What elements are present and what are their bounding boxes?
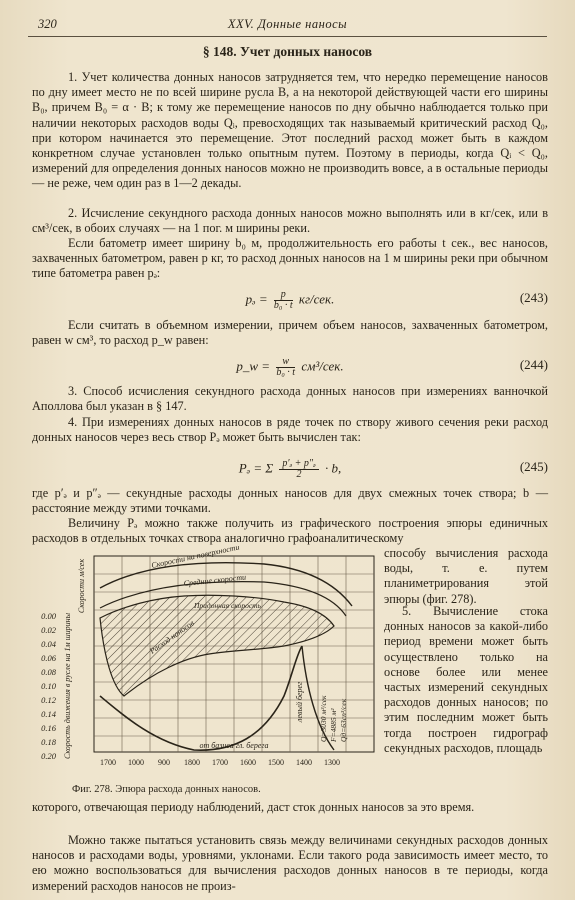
fraction-numerator: p′ₔ + p″ₔ [279, 459, 318, 470]
formula-unit: см³/сек. [301, 358, 344, 374]
formula-unit: · b, [324, 460, 342, 476]
formula-244 [32, 355, 548, 377]
x-tick: 1500 [268, 758, 284, 767]
y-tick: 0.12 [41, 695, 56, 705]
paragraph-3: Если батометр имеет ширину b₀ м, продолжительность его работы t сек., вес наносов, захваченных батометром, равен p кг, то расход донных наносов на 1 м ширины реки при обычном типе батометра равен pₔ: [32, 236, 548, 281]
paragraph-8: Величину Pₔ можно также получить из графического построения эпюры единичных расходов в отдельных точках створа аналогично графоаналитическому [32, 516, 548, 546]
y-tick: 0.00 [41, 611, 56, 621]
y-tick-labels [41, 611, 57, 761]
formula-lhs: pₔ = [245, 291, 268, 307]
x-tick: 1600 [240, 758, 256, 767]
x-tick: 1700 [100, 758, 116, 767]
paragraph-6: 4. При измерениях донных наносов в ряде точек по створу живого сечения реки расход донных наносов через весь створ Pₔ может быть вычислен так: [32, 415, 548, 445]
bottom-speed-label: Придонная скорость [194, 601, 261, 610]
figure-caption: Фиг. 278. Эпюра расхода донных наносов. [72, 784, 261, 795]
x-tick: 1400 [296, 758, 312, 767]
y-tick: 0.06 [41, 653, 56, 663]
paragraph-2: 2. Исчисление секундного расхода донных наносов можно выполнять или в кг/сек, или в см³/сек, в обоих случаях — на 1 пог. м ширины реки. [32, 206, 548, 236]
discharge-hatched-area [100, 595, 334, 696]
x-tick: 1000 [128, 758, 144, 767]
y-tick: 0.02 [41, 625, 56, 635]
figure-278 [34, 546, 379, 778]
fraction-denominator: b₀ · t [273, 300, 293, 311]
y-tick: 0.16 [41, 723, 56, 733]
formula-number: (243) [519, 290, 548, 305]
info-line-3: Qд=63сп³/сек [339, 698, 348, 742]
y-tick: 0.20 [41, 751, 56, 761]
formula-unit: кг/сек. [298, 291, 335, 307]
discharge-label: Расход наносов [147, 618, 196, 656]
fraction-denominator: 2 [296, 469, 302, 480]
paragraph-7: где p′ₔ и p″ₔ — секундные расходы донных наносов для двух смежных точек створа; b — расстояние между этими точками. [32, 486, 548, 516]
paragraph-4: Если считать в объемном измерении, причем объем наносов, захваченных батометром, равен w см³, то расход p_w равен: [32, 318, 548, 348]
x-tick: 1300 [324, 758, 340, 767]
fraction-numerator: w [276, 357, 295, 368]
info-line-2: F=4885 м² [329, 708, 338, 742]
section-title: § 148. Учет донных наносов [202, 44, 373, 59]
fraction-numerator: p [274, 290, 293, 301]
discharge-diagram [34, 546, 379, 778]
y-tick: 0.18 [41, 737, 56, 747]
info-line-1: Q=3030 м³/сек [319, 695, 328, 742]
left-axis-label: Скорость движения в русле на 1м ширины [63, 612, 72, 760]
surface-speed-label: Скорости на поверхности [150, 546, 241, 570]
formula-fraction [279, 459, 318, 480]
formula-lhs: Pₔ = Σ [238, 460, 274, 476]
formula-245 [32, 457, 548, 479]
baseline-label: от базиса гл. берега [199, 741, 269, 750]
x-tick: 1800 [184, 758, 200, 767]
paragraph-8-continued: способу вычисления расхода воды, т. е. путем планиметрирования этой эпюры (фиг. 278). [384, 546, 548, 606]
running-header [28, 14, 547, 37]
paragraph-1: 1. Учет количества донных наносов затрудняется тем, что нередко перемещение наносов по дну имеет место не по всей ширине русла B, а на некоторой действующей части его ширины B₀, причем B₀ = α · B; к тому же перемещение наносов по дну обычно наблюдается только при наличии некоторых расходов воды Qᵢ, превосходящих так называемый критический расход Q₀, при котором начинается это перемещение. Этот последний расход может быть в каждом конкретном случае установлен только опытным путем. Поэтому в периоды, когда Qᵢ < Q₀, измерений для определения донных наносов можно не производить вовсе, а в остальные периоды — не реже, чем один раз в 1—2 декады. [32, 70, 548, 191]
formula-fraction [274, 290, 293, 311]
fraction-denominator: b₀ · t [276, 367, 296, 378]
x-tick: 900 [158, 758, 170, 767]
paragraph-9: 5. Вычисление стока донных наносов за какой-либо период времени может быть осуществлено только на основе более или менее частых измерений секундных расходов донных наносов; по этим последним может быть тогда построен гидрограф секундных расходов, площадь [384, 604, 548, 755]
mean-speed-label: Средние скорости [183, 572, 247, 588]
shore-label: левый берег [295, 681, 304, 723]
x-tick-labels [100, 758, 340, 767]
y-tick: 0.08 [41, 667, 56, 677]
formula-243 [32, 288, 548, 310]
formula-number: (244) [519, 357, 548, 372]
y-tick: 0.14 [41, 709, 56, 719]
y-tick: 0.04 [41, 639, 56, 649]
paragraph-9-continued: которого, отвечающая периоду наблюдений, даст сток донных наносов за это время. [32, 800, 475, 814]
x-tick: 1700 [212, 758, 228, 767]
y-axis-label: Скорости м/сек [77, 558, 86, 614]
formula-fraction [276, 357, 295, 378]
page-number: 320 [38, 17, 57, 31]
paragraph-10: Можно также пытаться установить связь между величинами секундных расходов донных наносов и расходами воды, уровнями, уклонами. Если такого рода зависимость имеет место, то ею можно воспользоваться для вычисления расходов донных наносов в те периоды, когда измерений расходов наносов не произ- [32, 833, 548, 893]
formula-lhs: p_w = [236, 358, 271, 374]
running-title: XXV. Донные наносы [227, 17, 348, 31]
formula-number: (245) [519, 459, 548, 474]
y-tick: 0.10 [41, 681, 56, 691]
paragraph-5: 3. Способ исчисления секундного расхода донных наносов при измерениях ванночкой Аполлова был указан в § 147. [32, 384, 548, 414]
